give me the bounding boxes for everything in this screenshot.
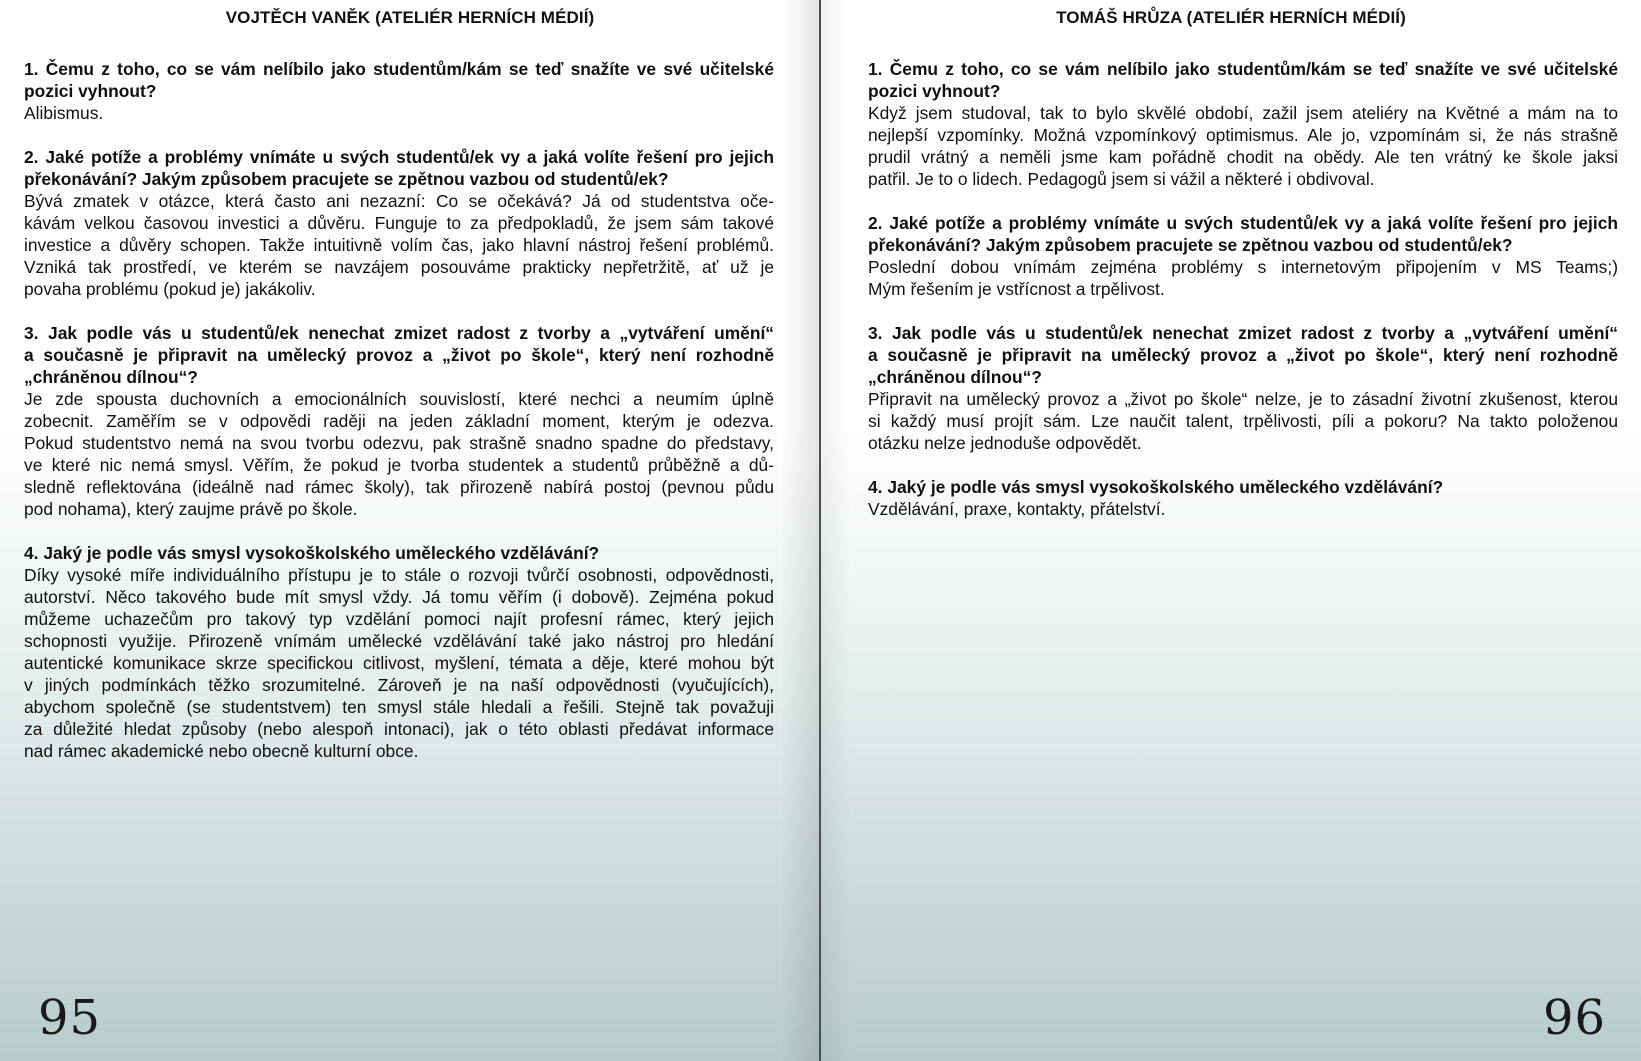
question-line: 3. Jak podle vás u studentů/ek nenechat zmizet radost z tvorby a „vytváření umění“ bbox=[868, 323, 1618, 343]
question-line: a současně je připravit na umělecký provoz a „život po škole“, který není rozhodně bbox=[868, 345, 1618, 365]
question-line: pozici vyhnout? bbox=[868, 81, 1001, 101]
answer-line: otázku nelze jednoduše odpovědět. bbox=[868, 433, 1142, 453]
answer-line: Poslední dobou vnímám zejména problémy s internetovým připojením v MS Teams;) bbox=[868, 257, 1618, 277]
answer-line: patřil. Je to o lidech. Pedagogů jsem si vážil a některé i obdivoval. bbox=[868, 169, 1375, 189]
answer-line: schopnosti využije. Přirozeně vnímám umělecké vzdělávání také jako nástroj pro hledání bbox=[24, 631, 774, 651]
answer-line: Díky vysoké míře individuálního přístupu je to stále o rozvoji tvůrčí osobnosti, odpovědnosti, bbox=[24, 565, 774, 585]
qa-block bbox=[868, 322, 1618, 454]
question-line: 1. Čemu z toho, co se vám nelíbilo jako studentům/kám se teď snažíte ve své učitelské bbox=[24, 59, 774, 79]
answer-line: sledně reflektována (ideálně nad rámec školy), tak přirozeně nabírá postoj (pevnou půdu bbox=[24, 477, 774, 497]
question bbox=[868, 212, 1618, 256]
answer bbox=[24, 190, 774, 300]
question bbox=[24, 322, 774, 388]
answer-line: autorství. Něco takového bude mít smysl vždy. Já tomu věřím (i dobově). Zejména pokud bbox=[24, 587, 774, 607]
question-line: a současně je připravit na umělecký provoz a „život po škole“, který není rozhodně bbox=[24, 345, 774, 365]
answer-line: Je zde spousta duchovních a emocionálních souvislostí, které nechci a neumím úplně bbox=[24, 389, 774, 409]
answer-line: Bývá zmatek v otázce, která často ani nezazní: Co se očekává? Já od studentstva oče- bbox=[24, 191, 774, 211]
answer-line: Připravit na umělecký provoz a „život po škole“ nelze, je to zásadní životní zkušenost, kterou bbox=[868, 389, 1618, 409]
question-line: překonávání? Jakým způsobem pracujete se zpětnou vazbou od studentů/ek? bbox=[868, 235, 1513, 255]
answer-line: ve které nic nemá smysl. Věřím, že pokud je tvorba studentek a studentů průběžně a dů- bbox=[24, 455, 774, 475]
question bbox=[24, 146, 774, 190]
left-page bbox=[0, 0, 820, 1061]
qa-block bbox=[24, 58, 774, 124]
question bbox=[868, 476, 1618, 498]
question-line: 4. Jaký je podle vás smysl vysokoškolského uměleckého vzdělávání? bbox=[868, 477, 1444, 497]
answer-line: zobecnit. Zaměřím se v odpovědi raději na jeden základní moment, kterým je odezva. bbox=[24, 411, 774, 431]
question bbox=[868, 322, 1618, 388]
question-line: překonávání? Jakým způsobem pracujete se zpětnou vazbou od studentů/ek? bbox=[24, 169, 669, 189]
question-line: 2. Jaké potíže a problémy vnímáte u svých studentů/ek vy a jaká volíte řešení pro jejich bbox=[868, 213, 1618, 233]
page-number: 96 bbox=[1543, 990, 1607, 1046]
answer-line: kávám velkou časovou investici a důvěru. Funguje to za předpokladů, že jsem sám takové bbox=[24, 213, 774, 233]
answer-line: Když jsem studoval, tak to bylo skvělé období, zažil jsem ateliéry na Květné a mám na to bbox=[868, 103, 1618, 123]
right-page bbox=[821, 0, 1641, 1061]
question-line: 1. Čemu z toho, co se vám nelíbilo jako studentům/kám se teď snažíte ve své učitelské bbox=[868, 59, 1618, 79]
answer-line: povaha problému (pokud je) jakákoliv. bbox=[24, 279, 316, 299]
answer bbox=[868, 256, 1618, 300]
qa-block bbox=[24, 322, 774, 520]
answer-line: za důležité hledat způsoby (nebo alespoň intonaci), jak o této oblasti předávat informace bbox=[24, 719, 774, 739]
question-line: „chráněnou dílnou“? bbox=[24, 367, 198, 387]
answer-line: Mým řešením je vstřícnost a trpělivost. bbox=[868, 279, 1165, 299]
page-number: 95 bbox=[38, 990, 102, 1046]
answer-line: v jiných podmínkách těžko srozumitelné. Zároveň je na naší odpovědnosti (vyučujících), bbox=[24, 675, 774, 695]
answer bbox=[24, 564, 774, 762]
question bbox=[868, 58, 1618, 102]
answer-line: můžeme uchazečům pro takový typ vzdělání pomoci najít profesní rámec, který jejich bbox=[24, 609, 774, 629]
answer-line: Pokud studentstvo nemá na svou tvorbu odezvu, pak strašně snadno spadne do představy, bbox=[24, 433, 774, 453]
answer-line: Alibismus. bbox=[24, 103, 104, 123]
page-header: VOJTĚCH VANĚK (ATELIÉR HERNÍCH MÉDIÍ) bbox=[225, 8, 595, 27]
question-line: 4. Jaký je podle vás smysl vysokoškolského uměleckého vzdělávání? bbox=[24, 543, 600, 563]
qa-block bbox=[24, 146, 774, 300]
question-line: 3. Jak podle vás u studentů/ek nenechat zmizet radost z tvorby a „vytváření umění“ bbox=[24, 323, 774, 343]
answer bbox=[24, 388, 774, 520]
page-header: TOMÁŠ HRŮZA (ATELIÉR HERNÍCH MÉDIÍ) bbox=[1056, 8, 1406, 27]
qa-block bbox=[868, 212, 1618, 300]
question-line: 2. Jaké potíže a problémy vnímáte u svých studentů/ek vy a jaká volíte řešení pro jejich bbox=[24, 147, 774, 167]
answer bbox=[24, 102, 774, 124]
answer bbox=[868, 498, 1618, 520]
question bbox=[24, 542, 774, 564]
answer-line: si každý musí projít sám. Lze naučit talent, trpělivosti, píli a pokoru? Na takto položenou bbox=[868, 411, 1618, 431]
question-line: pozici vyhnout? bbox=[24, 81, 157, 101]
answer-line: investice a důvěry schopen. Takže intuitivně volím čas, jako hlavní nástroj řešení problémů. bbox=[24, 235, 774, 255]
answer bbox=[868, 388, 1618, 454]
answer-line: autentické komunikace skrze specifickou citlivost, myšlení, témata a děje, které mohou být bbox=[24, 653, 774, 673]
question-line: „chráněnou dílnou“? bbox=[868, 367, 1042, 387]
qa-block bbox=[868, 58, 1618, 190]
answer-line: prudil vrátný a neměli jsme kam pořádně chodit na obědy. Ale ten vrátný ke škole jaksi bbox=[868, 147, 1618, 167]
interview-content bbox=[868, 58, 1618, 542]
answer-line: abychom společně (se studentstvem) ten smysl stále hledali a řešili. Stejně tak považuji bbox=[24, 697, 774, 717]
answer-line: nad rámec akademické nebo obecně kulturní obce. bbox=[24, 741, 419, 761]
answer bbox=[868, 102, 1618, 190]
answer-line: Vzdělávání, praxe, kontakty, přátelství. bbox=[868, 499, 1166, 519]
question bbox=[24, 58, 774, 102]
answer-line: nejlepší vzpomínky. Možná vzpomínkový optimismus. Ale jo, vzpomínám si, že nás strašně bbox=[868, 125, 1618, 145]
qa-block bbox=[24, 542, 774, 762]
answer-line: Vzniká tak prostředí, ve kterém se navzájem posouváme prakticky nepřetržitě, ať už je bbox=[24, 257, 774, 277]
interview-content bbox=[24, 58, 774, 784]
answer-line: pod nohama), který zaujme právě po škole. bbox=[24, 499, 358, 519]
qa-block bbox=[868, 476, 1618, 520]
